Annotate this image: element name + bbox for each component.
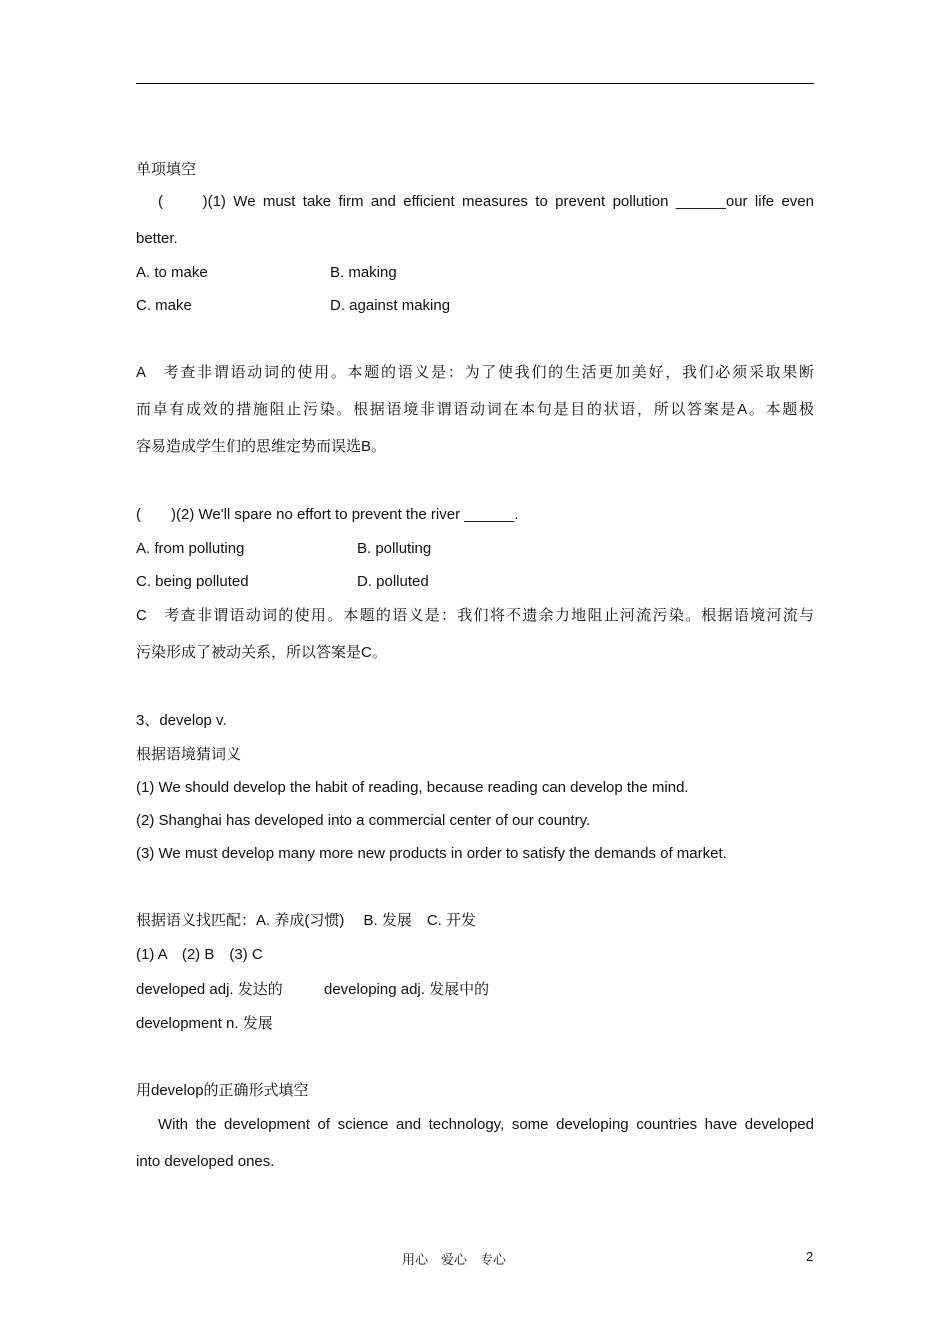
q1-answer-line1: A 考查非谓语动词的使用。本题的语义是：为了使我们的生活更加美好，我们必须采取果断 [136,364,814,381]
example-sentence-3: (3) We must develop many more new products in order to satisfy the demands of market. [136,845,727,862]
header-rule [136,83,814,84]
q2-option-b: B. polluting [357,540,432,557]
q1-option-c: C. make [136,297,192,314]
q2-answer-line1: C 考查非谓语动词的使用。本题的语义是：我们将不遗余力地阻止河流污染。根据语境河流与 [136,607,814,624]
q1-option-b: B. making [330,264,397,281]
q2-option-d: D. polluted [357,573,429,590]
guess-meaning-title: 根据语境猜词义 [136,746,242,763]
q1-option-a: A. to make [136,264,208,281]
q1-answer-line3: 容易造成学生们的思维定势而误选B。 [136,438,387,455]
page-number: 2 [806,1249,814,1264]
example-sentence-2: (2) Shanghai has developed into a commercial center of our country. [136,812,591,829]
fill-sentence-line1: With the development of science and technology, some developing countries have developed [158,1116,814,1133]
section-title: 单项填空 [136,161,197,178]
match-title: 根据语义找匹配：A. 养成(习惯) B. 发展 C. 开发 [136,912,477,929]
fill-sentence-line2: into developed ones. [136,1153,275,1170]
q2-answer-line2: 污染形成了被动关系，所以答案是C。 [136,644,387,661]
developing-definition: developing adj. 发展中的 [324,981,490,998]
q1-option-d: D. against making [330,297,451,314]
match-answer: (1) A (2) B (3) C [136,946,263,963]
q2-option-a: A. from polluting [136,540,245,557]
fill-title: 用develop的正确形式填空 [136,1082,309,1099]
q2-stem: ( )(2) We'll spare no effort to prevent the river ______. [136,506,519,523]
q1-stem-line2: better. [136,230,178,247]
development-definition: development n. 发展 [136,1015,273,1032]
footer-motto: 用心 爱心 专心 [402,1252,507,1267]
q1-stem-line1: ( )(1) We must take firm and efficient measures to prevent pollution ______our life even [158,193,814,210]
developed-definition: developed adj. 发达的 [136,981,283,998]
q2-option-c: C. being polluted [136,573,249,590]
example-sentence-1: (1) We should develop the habit of reading, because reading can develop the mind. [136,779,689,796]
develop-heading: 3、develop v. [136,712,227,729]
q1-answer-line2: 而卓有成效的措施阻止污染。根据语境非谓语动词在本句是目的状语，所以答案是A。本题极 [136,401,814,418]
